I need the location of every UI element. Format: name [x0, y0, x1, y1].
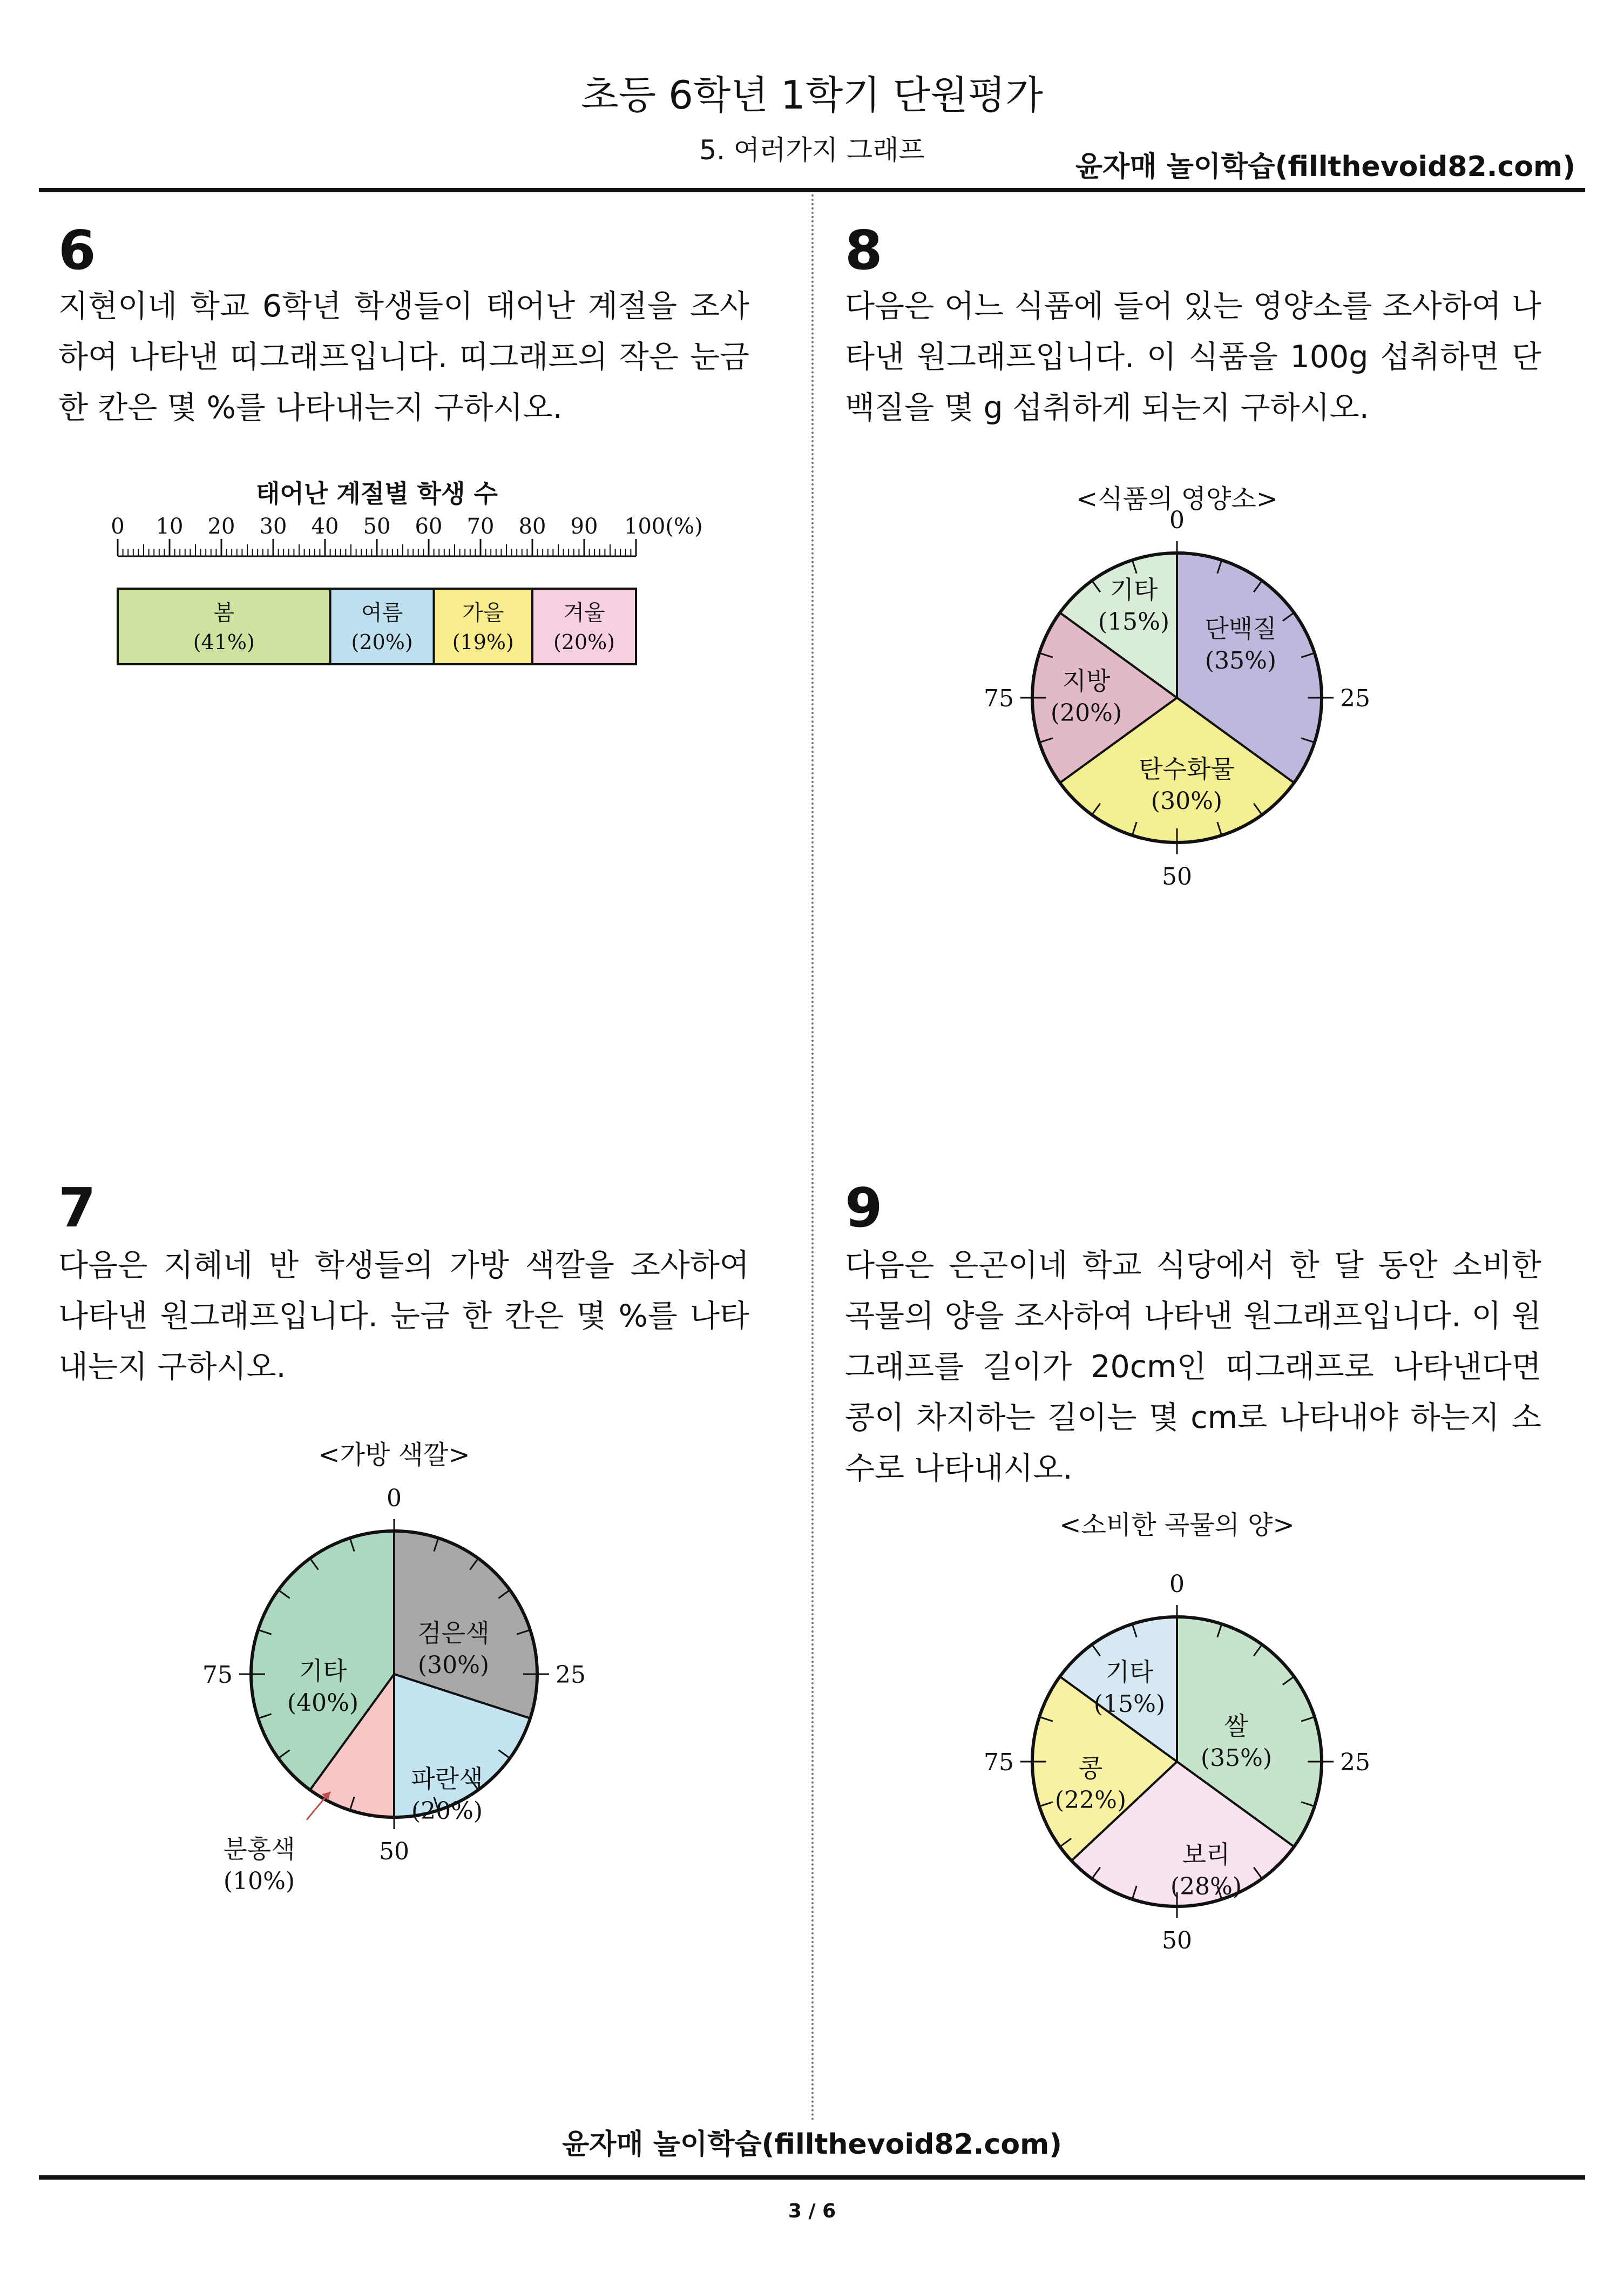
slice-percent: (22%): [1054, 1786, 1127, 1814]
segment-percent: (20%): [351, 630, 413, 654]
chart-title: 태어난 계절별 학생 수: [256, 479, 498, 508]
pie-scale-label: 75: [202, 1661, 233, 1689]
axis-tick-label: 30: [259, 514, 287, 539]
chart-title: <식품의 영양소>: [1076, 484, 1278, 514]
slice-name: 분홍색: [223, 1835, 295, 1864]
pie-scale-label: 50: [1162, 1927, 1192, 1954]
slice-name: 탄수화물: [1139, 754, 1235, 784]
axis-tick-label: 0: [111, 514, 125, 539]
axis-tick-label: 10: [155, 514, 184, 539]
segment-percent: (20%): [553, 630, 615, 654]
q7-pie-chart: [178, 1431, 610, 1919]
slice-name: 쌀: [1224, 1711, 1249, 1741]
segment-percent: (19%): [452, 630, 514, 654]
pie-scale-label: 25: [1340, 1749, 1370, 1776]
page-number: 3 / 6: [788, 2200, 836, 2222]
segment-name: 봄: [213, 601, 235, 625]
slice-name: 콩: [1078, 1754, 1103, 1783]
pie-scale-label: 50: [1162, 863, 1192, 891]
slice-percent: (30%): [1151, 787, 1223, 815]
axis-tick-label: 80: [518, 514, 546, 539]
segment-name: 여름: [361, 601, 403, 625]
q9-pie-chart: [961, 1510, 1393, 1973]
site-credit-top: 윤자매 놀이학습(fillthevoid82.com): [1075, 151, 1575, 183]
q8-pie-chart: [961, 475, 1393, 909]
slice-percent: (15%): [1098, 608, 1170, 636]
column-divider: [811, 194, 814, 2122]
site-credit-bottom: 윤자매 놀이학습(fillthevoid82.com): [561, 2128, 1063, 2161]
question-9-number: 9: [845, 1176, 883, 1239]
slice-percent: (28%): [1170, 1873, 1242, 1900]
chart-title: <소비한 곡물의 양>: [1059, 1510, 1295, 1540]
pie-scale-label: 0: [1169, 507, 1185, 534]
header-rule: [39, 188, 1585, 192]
slice-percent: (35%): [1205, 647, 1277, 675]
page-title: 초등 6학년 1학기 단원평가: [581, 72, 1043, 118]
axis-tick-label: 20: [207, 514, 235, 539]
slice-percent: (15%): [1093, 1690, 1166, 1718]
pie-scale-label: 0: [1169, 1570, 1185, 1598]
slice-percent: (30%): [417, 1651, 490, 1679]
segment-name: 가을: [462, 601, 504, 625]
pie-scale-label: 25: [556, 1661, 586, 1689]
question-6-text: 지현이네 학교 6학년 학생들이 태어난 계절을 조사하여 나타낸 띠그래프입니다. 띠그래프의 작은 눈금 한 칸은 몇 %를 나타내는지 구하시오.: [58, 288, 749, 426]
slice-name: 보리: [1182, 1840, 1230, 1869]
axis-tick-label: 50: [363, 514, 391, 539]
slice-name: 단백질: [1205, 614, 1277, 643]
pie-scale-label: 75: [984, 1749, 1014, 1776]
footer-rule: [39, 2175, 1585, 2180]
slice-name: 지방: [1062, 666, 1111, 696]
slice-name: 검은색: [417, 1619, 490, 1648]
slice-name: 기타: [1105, 1657, 1154, 1687]
axis-tick-label: 90: [570, 514, 598, 539]
slice-name: 기타: [1109, 575, 1158, 604]
pie-scale-label: 25: [1340, 685, 1370, 712]
slice-name: 기타: [299, 1656, 347, 1685]
segment-percent: (41%): [193, 630, 255, 654]
slice-percent: (20%): [1050, 699, 1122, 727]
chart-title: <가방 색깔>: [318, 1440, 470, 1470]
slice-percent: (20%): [411, 1797, 483, 1825]
question-9-text: 다음은 은곤이네 학교 식당에서 한 달 동안 소비한 곡물의 양을 조사하여 나타낸 원그래프입니다. 이 원그래프를 길이가 20cm인 띠그래프로 나타낸다면 콩이 차지하는 길이는 몇 cm로 나타내야 하는지 소수로 나타내시오.: [845, 1247, 1541, 1486]
pie-scale-label: 0: [387, 1485, 402, 1512]
question-8-number: 8: [845, 219, 883, 282]
pie-scale-label: 50: [379, 1838, 409, 1865]
slice-percent: (35%): [1200, 1744, 1273, 1772]
question-7-text: 다음은 지혜네 반 학생들의 가방 색깔을 조사하여 나타낸 원그래프입니다. 눈금 한 칸은 몇 %를 나타내는지 구하시오.: [58, 1247, 749, 1385]
question-7-number: 7: [58, 1176, 96, 1239]
slice-percent: (10%): [223, 1867, 295, 1895]
question-8-text: 다음은 어느 식품에 들어 있는 영양소를 조사하여 나타낸 원그래프입니다. 이 식품을 100g 섭취하면 단백질을 몇 g 섭취하게 되는지 구하시오.: [845, 288, 1541, 426]
axis-tick-label: 40: [311, 514, 339, 539]
pie-scale-label: 75: [984, 685, 1014, 712]
axis-tick-label: 70: [466, 514, 495, 539]
segment-name: 겨울: [563, 601, 605, 625]
q6-band-chart: [97, 475, 713, 677]
question-6-number: 6: [58, 219, 96, 282]
slice-percent: (40%): [287, 1689, 359, 1717]
unit-subtitle: 5. 여러가지 그래프: [699, 134, 925, 166]
axis-tick-label: 60: [415, 514, 443, 539]
axis-tick-label: 100(%): [624, 514, 703, 539]
slice-name: 파란색: [411, 1764, 483, 1793]
